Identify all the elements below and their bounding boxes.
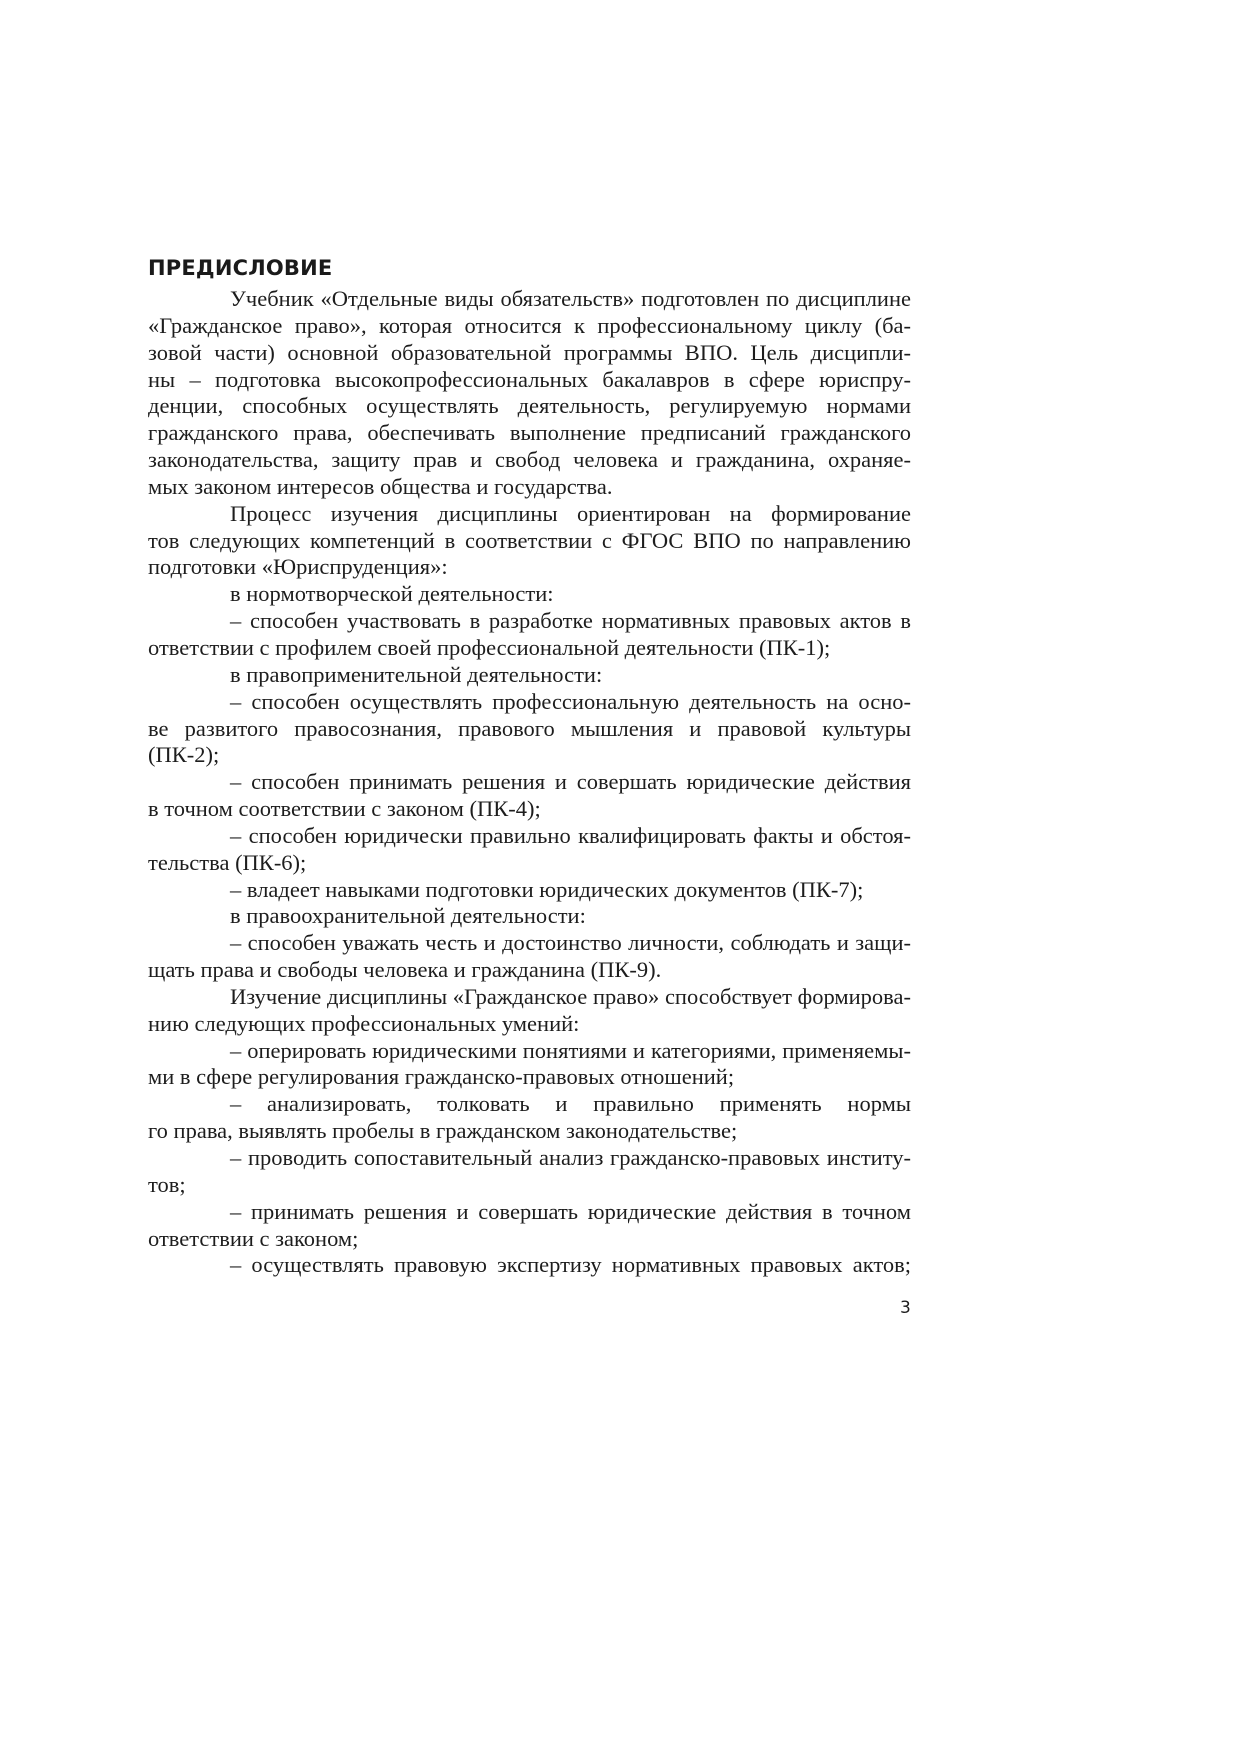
text-line: – осуществлять правовую экспертизу нормативных правовых актов; xyxy=(230,1252,911,1278)
page-number: 3 xyxy=(900,1298,911,1318)
text-line: Изучение дисциплины «Гражданское право» способствует формирова- xyxy=(230,983,911,1009)
text-line: – способен принимать решения и совершать юридические действия xyxy=(230,769,911,795)
text-line: – анализировать, толковать и правильно применять нормы xyxy=(230,1091,911,1117)
text-line: мых законом интересов общества и государства. xyxy=(148,473,613,499)
text-line: Учебник «Отдельные виды обязательств» подготовлен по дисциплине xyxy=(230,286,911,311)
text-line: – способен уважать честь и достоинство личности, соблюдать и защи- xyxy=(230,930,911,956)
text-line: щать права и свободы человека и гражданина (ПК-9). xyxy=(148,957,662,983)
text-line: в правоприменительной деятельности: xyxy=(230,661,603,687)
text-line: тельства (ПК-6); xyxy=(148,849,307,875)
text-line: ответствии с законом; xyxy=(148,1225,359,1251)
text-line: денции, способных осуществлять деятельность, регулируемую нормами xyxy=(148,393,911,419)
text-line: подготовки «Юриспруденция»: xyxy=(148,554,448,580)
text-line: го права, выявлять пробелы в гражданском законодательстве; xyxy=(148,1118,738,1144)
text-line: гражданского права, обеспечивать выполнение предписаний гражданского xyxy=(148,420,911,446)
text-line: тов следующих компетенций в соответствии с ФГОС ВПО по направлению xyxy=(148,527,911,553)
text-line: (ПК-2); xyxy=(148,742,220,768)
text-line: в точном соответствии с законом (ПК-4); xyxy=(148,796,541,822)
text-line: «Гражданское право», которая относится к профессиональному циклу (ба- xyxy=(148,312,911,338)
body-text xyxy=(148,286,911,1279)
text-line: – оперировать юридическими понятиями и категориями, применяемы- xyxy=(230,1037,911,1063)
text-line: тов; xyxy=(148,1171,186,1197)
text-line: в нормотворческой деятельности: xyxy=(230,581,554,607)
text-line: – способен осуществлять профессиональную деятельность на осно- xyxy=(230,688,911,714)
text-line: – принимать решения и совершать юридические действия в точном xyxy=(230,1198,911,1224)
text-line: – владеет навыками подготовки юридических документов (ПК-7); xyxy=(230,876,864,902)
text-line: ны – подготовка высокопрофессиональных бакалавров в сфере юриспру- xyxy=(148,366,911,392)
section-title: ПРЕДИСЛОВИЕ xyxy=(148,256,333,280)
text-line: нию следующих профессиональных умений: xyxy=(148,1010,580,1036)
text-line: зовой части) основной образовательной программы ВПО. Цель дисципли- xyxy=(148,339,911,365)
text-line: – проводить сопоставительный анализ гражданско-правовых институ- xyxy=(230,1145,911,1170)
text-line: ве развитого правосознания, правового мышления и правовой культуры xyxy=(148,715,911,741)
text-line: в правоохранительной деятельности: xyxy=(230,903,586,929)
text-line: ответствии с профилем своей профессиональной деятельности (ПК-1); xyxy=(148,634,831,660)
text-line: – способен юридически правильно квалифицировать факты и обстоя- xyxy=(230,822,911,848)
text-line: законодательства, защиту прав и свобод человека и гражданина, охраняе- xyxy=(148,447,911,473)
text-line: Процесс изучения дисциплины ориентирован на формирование xyxy=(230,500,911,526)
text-line: ми в сфере регулирования гражданско-правовых отношений; xyxy=(148,1064,735,1090)
text-line: – способен участвовать в разработке нормативных правовых актов в xyxy=(230,608,911,634)
